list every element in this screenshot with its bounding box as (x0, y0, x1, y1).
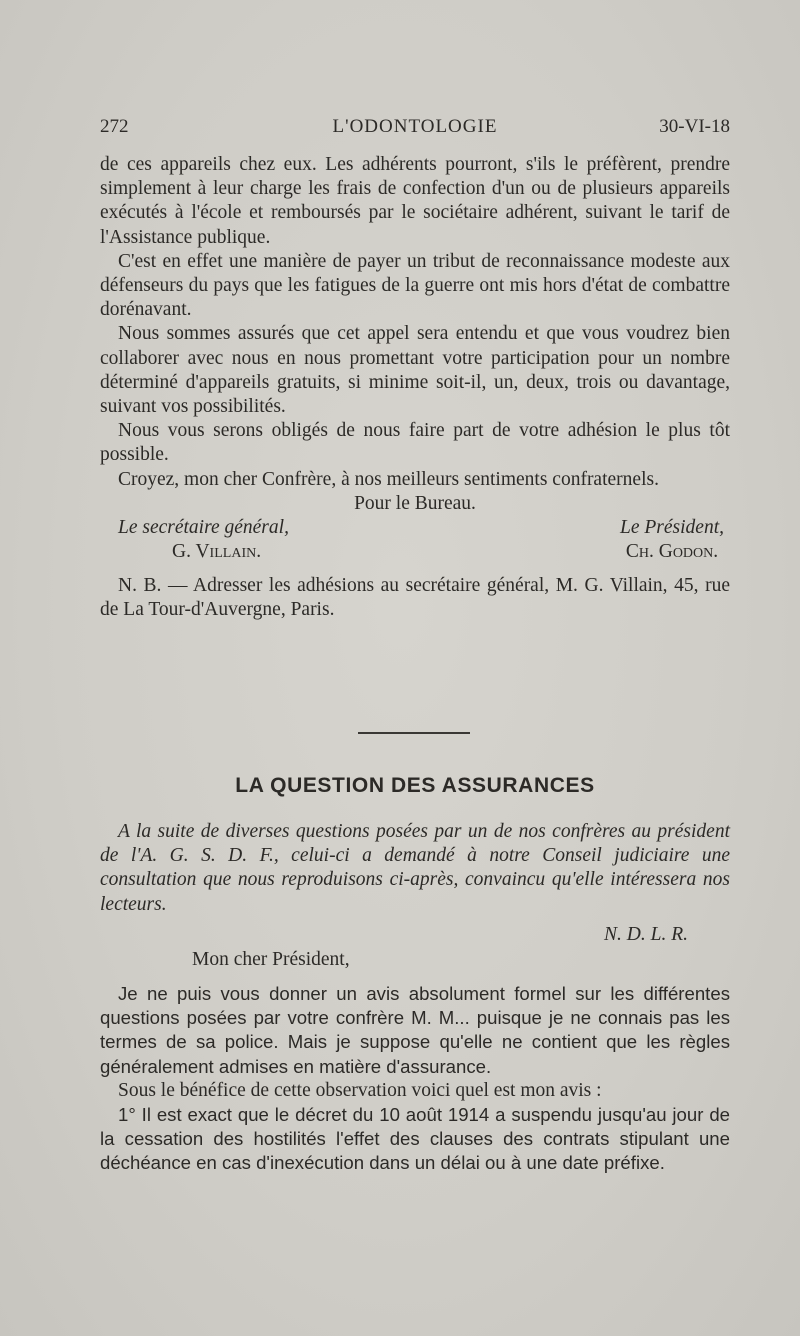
issue-date: 30-VI-18 (659, 116, 730, 137)
president-signature (620, 516, 724, 564)
journal-title: L'ODONTOLOGIE (332, 116, 498, 137)
paragraph: C'est en effet une manière de payer un tribut de reconnaissance modeste aux défenseurs du pays que les fatigues de la guerre ont mis hors d'état de combattre dorénavant. (100, 250, 730, 321)
intro-paragraph: A la suite de diverses questions posées par un de nos confrères au président de l'A. G. S. D. F., celui-ci a demandé à notre Conseil judiciaire une consultation que nous reproduisons ci-après, convaincu qu'elle intéressera nos lecteurs. (100, 821, 730, 915)
paragraph: 1° Il est exact que le décret du 10 août 1914 a suspendu jusqu'au jour de la cessation des hostilités l'effet des clauses des contrats stipulant une déchéance en cas d'inexécution dans un délai ou à une date préfixe. (100, 1104, 730, 1174)
secretary-title: Le secrétaire général, (118, 517, 289, 539)
signature-block (100, 516, 730, 564)
ndlr-signature: N. D. L. R. (604, 923, 688, 945)
nb-note: N. B. — Adresser les adhésions au secrétaire général, M. G. Villain, 45, rue de La Tour-d'Auvergne, Paris. (100, 575, 730, 621)
paragraph: Sous le bénéfice de cette observation voici quel est mon avis : (118, 1079, 602, 1101)
president-name: Ch. Godon. (625, 541, 719, 563)
paragraph: Je ne puis vous donner un avis absolument formel sur les différentes questions posées par votre confrère M. M... puisque je ne connais pas les termes de sa police. Mais je suppose qu'elle ne contient que les règles généralement admises en matière d'assurance. (100, 983, 730, 1077)
editorial-intro (100, 820, 730, 947)
page-number: 272 (100, 116, 129, 137)
section-divider (358, 732, 470, 734)
paragraph: Croyez, mon cher Confrère, à nos meilleurs sentiments confraternels. (118, 468, 659, 490)
salutation: Mon cher Président, (192, 949, 350, 970)
paragraph: de ces appareils chez eux. Les adhérents pourront, s'ils le préfèrent, prendre simplement à leur charge les frais de confection d'un ou de plusieurs appareils exécutés à l'école et remboursés par le sociétaire adhérent, suivant le tarif de l'Assistance publique. (100, 154, 730, 248)
secretary-signature (118, 516, 289, 564)
secretary-name: G. Villain. (172, 541, 262, 563)
president-title: Le Président, (620, 517, 724, 539)
running-head (100, 116, 730, 140)
for-bureau-line: Pour le Bureau. (354, 492, 476, 514)
salutation-line (100, 948, 730, 972)
letter-continuation (100, 153, 730, 622)
paragraph: Nous vous serons obligés de nous faire part de votre adhésion le plus tôt possible. (100, 420, 730, 466)
section-heading: LA QUESTION DES ASSURANCES (235, 774, 595, 797)
paragraph: Nous sommes assurés que cet appel sera entendu et que vous voudrez bien collaborer avec nous en nous promettant votre participation pour un nombre déterminé d'appareils gratuits, si minime soit-il, un, deux, trois ou davantage, suivant vos possibilités. (100, 323, 730, 418)
consultation-letter (100, 982, 730, 1176)
